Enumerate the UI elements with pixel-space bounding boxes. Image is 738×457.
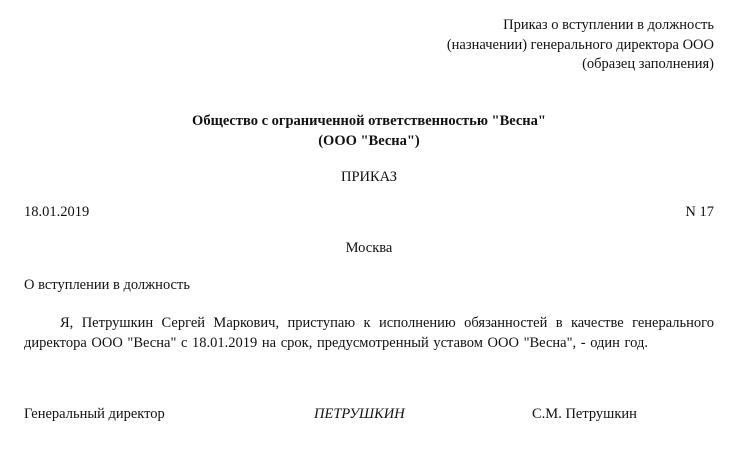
document-meta-row [24, 203, 714, 222]
header-note-line-2: (назначении) генерального директора ООО [446, 36, 714, 53]
document-date: 18.01.2019 [24, 204, 90, 220]
signature-mark: ПЕТРУШКИН [314, 406, 405, 422]
signatory-position: Генеральный директор [24, 406, 165, 422]
organization-short-name: (ООО "Весна") [318, 132, 420, 149]
header-note-line-1: Приказ о вступлении в должность [503, 17, 714, 33]
organization-full-name: Общество с ограниченной ответственностью "Весна" [192, 113, 546, 129]
organization-block [0, 112, 738, 151]
signature-row [24, 405, 714, 425]
document-subject: О вступлении в должность [24, 277, 190, 293]
header-note [447, 16, 714, 75]
document-type: ПРИКАЗ [340, 169, 398, 185]
document-city: Москва [345, 240, 393, 256]
document-body: Я, Петрушкин Сергей Маркович, приступаю к исполнению обязанностей в качестве генерального директора ООО "Весна" с 18.01.2019 на срок, предусмотренный уставом ООО "Весна", - один год. [24, 315, 714, 351]
document-number: N 17 [685, 204, 714, 220]
header-note-line-3: (образец заполнения) [582, 56, 714, 72]
signatory-name: С.М. Петрушкин [532, 406, 637, 422]
